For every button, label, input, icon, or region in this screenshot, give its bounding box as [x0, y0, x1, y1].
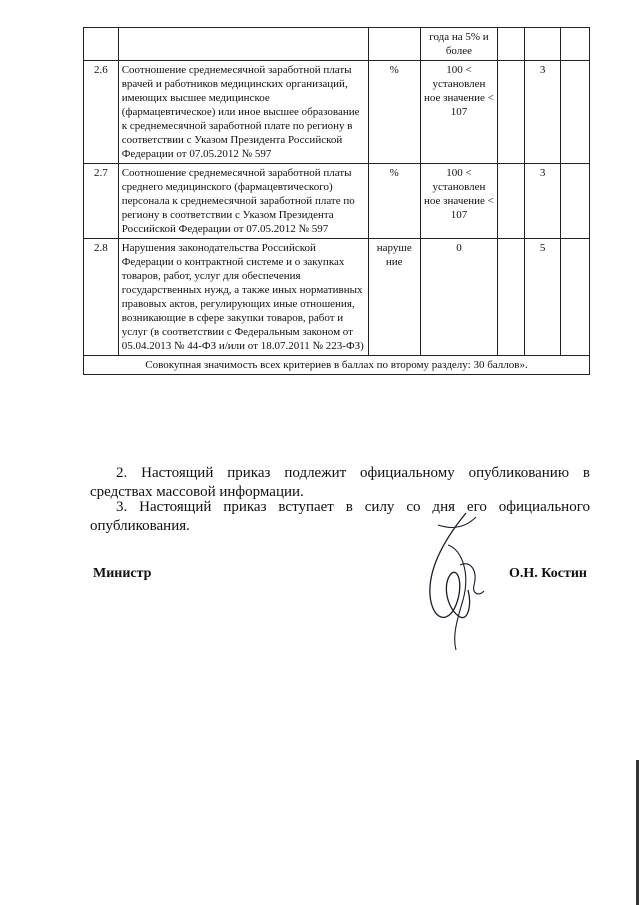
table-row: [84, 28, 590, 61]
empty-cell: [561, 28, 590, 61]
empty-cell: [498, 61, 525, 164]
score-cell: [524, 28, 561, 61]
value-cell: года на 5% и более: [420, 28, 498, 61]
row-number-cell: 2.8: [84, 239, 119, 356]
value-cell: 100 < установлен ное значение < 107: [420, 164, 498, 239]
value-cell: 0: [420, 239, 498, 356]
criterion-cell: Соотношение среднемесячной заработной платы врачей и работников медицинских организаций, имеющих высшее медицинское (фармацевтическое) или иное высшее образование к среднемесячной заработной плате по региону в соответствии с Указом Президента Российской Федерации от 07.05.2012 № 597: [118, 61, 368, 164]
unit-cell: наруше ние: [368, 239, 420, 356]
paragraph-effective-date: 3. Настоящий приказ вступает в силу со дня его официального опубликования.: [90, 499, 590, 534]
unit-cell: %: [368, 61, 420, 164]
signatory-name: О.Н. Костин: [509, 566, 587, 581]
unit-cell: [368, 28, 420, 61]
row-number-cell: 2.6: [84, 61, 119, 164]
criteria-table: [83, 27, 590, 375]
score-cell: 3: [524, 61, 561, 164]
score-cell: 3: [524, 164, 561, 239]
paragraph-publication: 2. Настоящий приказ подлежит официальному опубликованию в средствах массовой информации.: [90, 465, 590, 500]
row-number-cell: [84, 28, 119, 61]
empty-cell: [498, 164, 525, 239]
criterion-cell: Нарушения законодательства Российской Федерации о контрактной системе и о закупках товаров, работ, услуг для обеспечения государственных нужд, а также иных нормативных правовых актов, регулирующих иные отношения, возникающие в сфере закупки товаров, работ и услуг (в соответствии с Федеральным законом от 05.04.2013 № 44-ФЗ и/или от 18.07.2011 № 223-ФЗ): [118, 239, 368, 356]
page-edge-mark: [634, 760, 640, 905]
table-total-row: [84, 356, 590, 375]
empty-cell: [561, 164, 590, 239]
signatory-title: Министр: [93, 566, 152, 581]
row-number-cell: 2.7: [84, 164, 119, 239]
empty-cell: [561, 239, 590, 356]
table-row: [84, 164, 590, 239]
total-cell: Совокупная значимость всех критериев в баллах по второму разделу: 30 баллов».: [84, 356, 590, 375]
value-cell: 100 < установлен ное значение < 107: [420, 61, 498, 164]
empty-cell: [561, 61, 590, 164]
criterion-cell: Соотношение среднемесячной заработной платы среднего медицинского (фармацевтического) персонала к среднемесячной заработной плате по региону в соответствии с Указом Президента Российской Федерации от 07.05.2012 № 597: [118, 164, 368, 239]
score-cell: 5: [524, 239, 561, 356]
criterion-cell: [118, 28, 368, 61]
unit-cell: %: [368, 164, 420, 239]
table-row: [84, 61, 590, 164]
handwritten-signature: [408, 505, 518, 655]
table-row: [84, 239, 590, 356]
empty-cell: [498, 239, 525, 356]
empty-cell: [498, 28, 525, 61]
